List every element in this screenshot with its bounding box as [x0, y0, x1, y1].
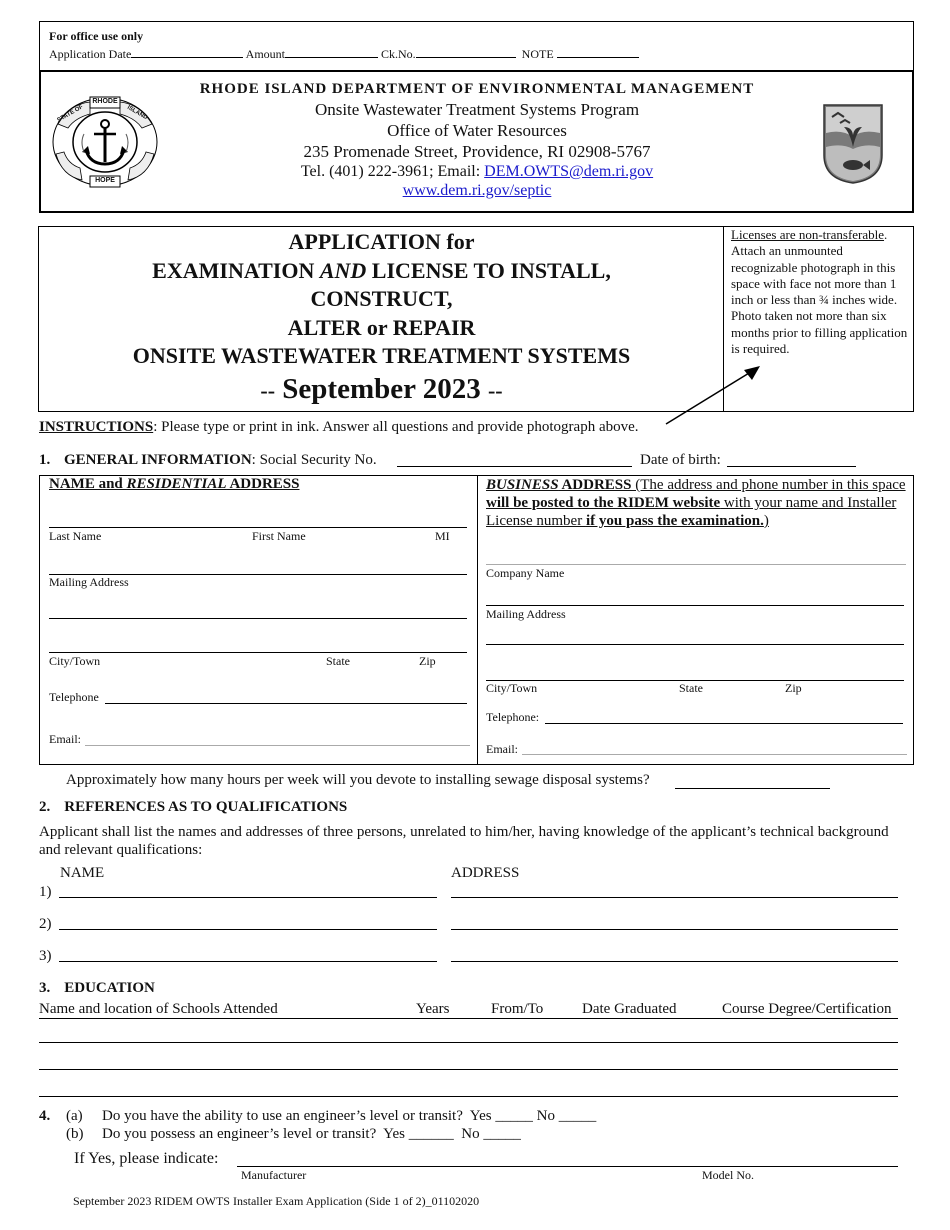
- biz-state-label: State: [679, 681, 703, 695]
- program-name: Onsite Wastewater Treatment Systems Program: [314, 100, 640, 119]
- section-3-number: 3.: [39, 980, 51, 996]
- biz-mailing-input[interactable]: [486, 605, 904, 606]
- section-4-number: 4.: [39, 1108, 51, 1124]
- office-name: Office of Water Resources: [387, 121, 567, 140]
- business-note-2: will be posted to the RIDEM website: [486, 495, 721, 511]
- section-1-number: 1.: [39, 452, 51, 468]
- reference-2-address-input[interactable]: [451, 929, 898, 930]
- section-2-title: REFERENCES AS TO QUALIFICATIONS: [64, 799, 348, 815]
- education-col-years: Years: [416, 1001, 450, 1017]
- section-2-header: [39, 799, 347, 816]
- section-1-header: [39, 452, 377, 469]
- note-label: NOTE: [521, 47, 554, 61]
- business-note-4: if you pass the examination.: [585, 513, 764, 529]
- photo-note: . Attach an unmounted recognizable photograph in this space with face not more than 1 inch or less than ¾ inches wide. Photo taken not more than six months prior to filling application is required.: [731, 227, 908, 357]
- residential-heading: [49, 476, 300, 493]
- biz-email-input[interactable]: [522, 754, 907, 755]
- instructions-label: INSTRUCTIONS: [39, 419, 154, 435]
- contact-line: [160, 162, 794, 181]
- street-address: 235 Promenade Street, Providence, RI 02908-5767: [303, 142, 651, 161]
- ssn-label: : Social Security No.: [251, 452, 377, 468]
- education-row-2-input[interactable]: [39, 1069, 898, 1070]
- question-4a-label: (a): [66, 1108, 83, 1124]
- res-telephone-label: Telephone: [49, 690, 99, 704]
- res-email-label: Email:: [49, 732, 81, 746]
- education-col-degree: Course Degree/Certification: [722, 1001, 892, 1017]
- business-heading: [486, 476, 906, 530]
- question-4b-text: Do you possess an engineer’s level or transit? Yes ______ No _____: [102, 1126, 521, 1142]
- reference-3-name-input[interactable]: [59, 961, 437, 962]
- title-line-3: CONSTRUCT,: [310, 286, 453, 311]
- education-col-fromto: From/To: [491, 1001, 544, 1017]
- business-note-3: with your name and Installer License number: [486, 495, 897, 529]
- biz-city-label: City/Town: [486, 681, 538, 695]
- company-name-input[interactable]: [486, 564, 906, 565]
- residential-heading-b: RESIDENTIAL: [126, 476, 227, 492]
- instructions-text: : Please type or print in ink. Answer all questions and provide photograph above.: [153, 419, 639, 435]
- title-date: September 2023: [282, 372, 481, 405]
- business-note-1: (The address and phone number in this space: [631, 477, 906, 493]
- title-line-2b: AND: [319, 257, 367, 283]
- reference-row-3-label: 3): [39, 948, 52, 964]
- res-city-input[interactable]: [49, 652, 467, 653]
- note-field[interactable]: [557, 47, 639, 58]
- dem-logo: [822, 103, 884, 185]
- amount-field[interactable]: [285, 47, 378, 58]
- first-name-label: First Name: [252, 529, 306, 543]
- model-label: Model No.: [702, 1168, 754, 1182]
- title-line-5: ONSITE WASTEWATER TREATMENT SYSTEMS: [132, 343, 631, 368]
- website-link[interactable]: www.dem.ri.gov/septic: [402, 182, 552, 199]
- seal-left-text: STATE OF: [56, 104, 85, 124]
- if-yes-label: If Yes, please indicate:: [74, 1150, 219, 1167]
- last-name-label: Last Name: [49, 529, 102, 543]
- ssn-input[interactable]: [397, 466, 632, 467]
- office-use-fields: [49, 47, 639, 62]
- department-name: RHODE ISLAND DEPARTMENT OF ENVIRONMENTAL MANAGEMENT: [199, 81, 755, 97]
- res-mailing-input-2[interactable]: [49, 618, 467, 619]
- letterhead-text: [160, 79, 794, 200]
- address-grid-divider: [477, 475, 478, 765]
- photo-arrow-icon: [660, 360, 770, 430]
- company-name-label: Company Name: [486, 566, 565, 580]
- res-state-label: State: [326, 654, 350, 668]
- biz-email-label: Email:: [486, 742, 518, 756]
- reference-3-address-input[interactable]: [451, 961, 898, 962]
- education-header-row: [39, 1001, 898, 1019]
- dob-label: Date of birth:: [640, 452, 721, 468]
- res-name-input[interactable]: [49, 527, 467, 528]
- title-line-2: [40, 257, 723, 286]
- photo-instructions: [731, 227, 909, 357]
- education-col-school: Name and location of Schools Attended: [39, 1001, 278, 1017]
- application-date-field[interactable]: [131, 47, 243, 58]
- reference-1-name-input[interactable]: [59, 897, 437, 898]
- section-3-header: [39, 980, 155, 997]
- check-number-field[interactable]: [416, 47, 516, 58]
- equipment-input[interactable]: [237, 1166, 898, 1167]
- dem-shield-icon: [822, 103, 884, 185]
- non-transferable-note: Licenses are non-transferable: [731, 227, 885, 242]
- hours-input[interactable]: [675, 788, 830, 789]
- reference-row-1-label: 1): [39, 884, 52, 900]
- residential-heading-a: NAME and: [49, 476, 127, 492]
- ri-state-seal: [50, 94, 160, 190]
- instructions: [39, 419, 639, 436]
- question-4a-text: Do you have the ability to use an engineer’s level or transit? Yes _____ No _____: [102, 1108, 597, 1124]
- res-zip-label: Zip: [419, 654, 436, 668]
- education-row-3-input[interactable]: [39, 1096, 898, 1097]
- section-2-number: 2.: [39, 799, 51, 815]
- business-heading-b: ADDRESS: [558, 477, 632, 493]
- check-number-label: Ck.No.: [381, 47, 416, 61]
- business-heading-a: BUSINESS: [486, 477, 559, 493]
- res-telephone-input[interactable]: [105, 703, 467, 704]
- reference-1-address-input[interactable]: [451, 897, 898, 898]
- reference-row-2-label: 2): [39, 916, 52, 932]
- res-mailing-label: Mailing Address: [49, 575, 129, 589]
- title-line-4: ALTER or REPAIR: [287, 314, 476, 340]
- education-row-1-input[interactable]: [39, 1042, 898, 1043]
- biz-telephone-label: Telephone:: [486, 710, 540, 724]
- title-dash-right: --: [487, 377, 503, 403]
- residential-heading-c: ADDRESS: [226, 476, 300, 492]
- title-line-1: APPLICATION for: [288, 229, 475, 254]
- references-address-col: ADDRESS: [451, 865, 520, 881]
- title-date-line: [40, 369, 723, 411]
- hours-question: Approximately how many hours per week will you devote to installing sewage disposal systems?: [66, 772, 650, 788]
- title-line-2a: EXAMINATION: [152, 257, 320, 283]
- business-note-5: ): [763, 513, 769, 529]
- website-line: [160, 181, 794, 200]
- mi-label: MI: [435, 529, 450, 543]
- biz-telephone-input[interactable]: [545, 723, 903, 724]
- title-dash-left: --: [260, 377, 276, 403]
- manufacturer-label: Manufacturer: [241, 1168, 307, 1182]
- biz-mailing-label: Mailing Address: [486, 607, 566, 621]
- biz-zip-label: Zip: [785, 681, 802, 695]
- education-col-graduated: Date Graduated: [582, 1001, 677, 1017]
- section-3-title: EDUCATION: [64, 980, 155, 996]
- section-1-title: GENERAL INFORMATION: [64, 452, 252, 468]
- res-email-input[interactable]: [85, 745, 470, 746]
- dob-input[interactable]: [727, 466, 856, 467]
- seal-bottom-text: HOPE: [95, 177, 115, 184]
- seal-right-text: ISLAND: [125, 104, 149, 122]
- biz-mailing-input-2[interactable]: [486, 644, 904, 645]
- question-4b-label: (b): [66, 1126, 84, 1142]
- page-footer: September 2023 RIDEM OWTS Installer Exam Application (Side 1 of 2)_01102020: [73, 1194, 480, 1208]
- res-city-label: City/Town: [49, 654, 101, 668]
- application-title: [40, 228, 723, 411]
- email-link[interactable]: DEM.OWTS@dem.ri.gov: [484, 163, 654, 180]
- references-name-col: NAME: [60, 865, 105, 881]
- office-use-heading: For office use only: [49, 29, 144, 43]
- reference-2-name-input[interactable]: [59, 929, 437, 930]
- seal-top-text: RHODE: [92, 98, 118, 105]
- application-date-label: Application Date: [49, 47, 132, 61]
- telephone-text: Tel. (401) 222-3961; Email:: [300, 163, 485, 180]
- title-line-2c: LICENSE TO INSTALL,: [366, 257, 611, 283]
- amount-label: Amount: [245, 47, 285, 61]
- seal-icon: [50, 94, 160, 190]
- references-text: Applicant shall list the names and addresses of three persons, unrelated to him/her, having knowledge of the applicant’s technical background and relevant qualifications:: [39, 824, 889, 858]
